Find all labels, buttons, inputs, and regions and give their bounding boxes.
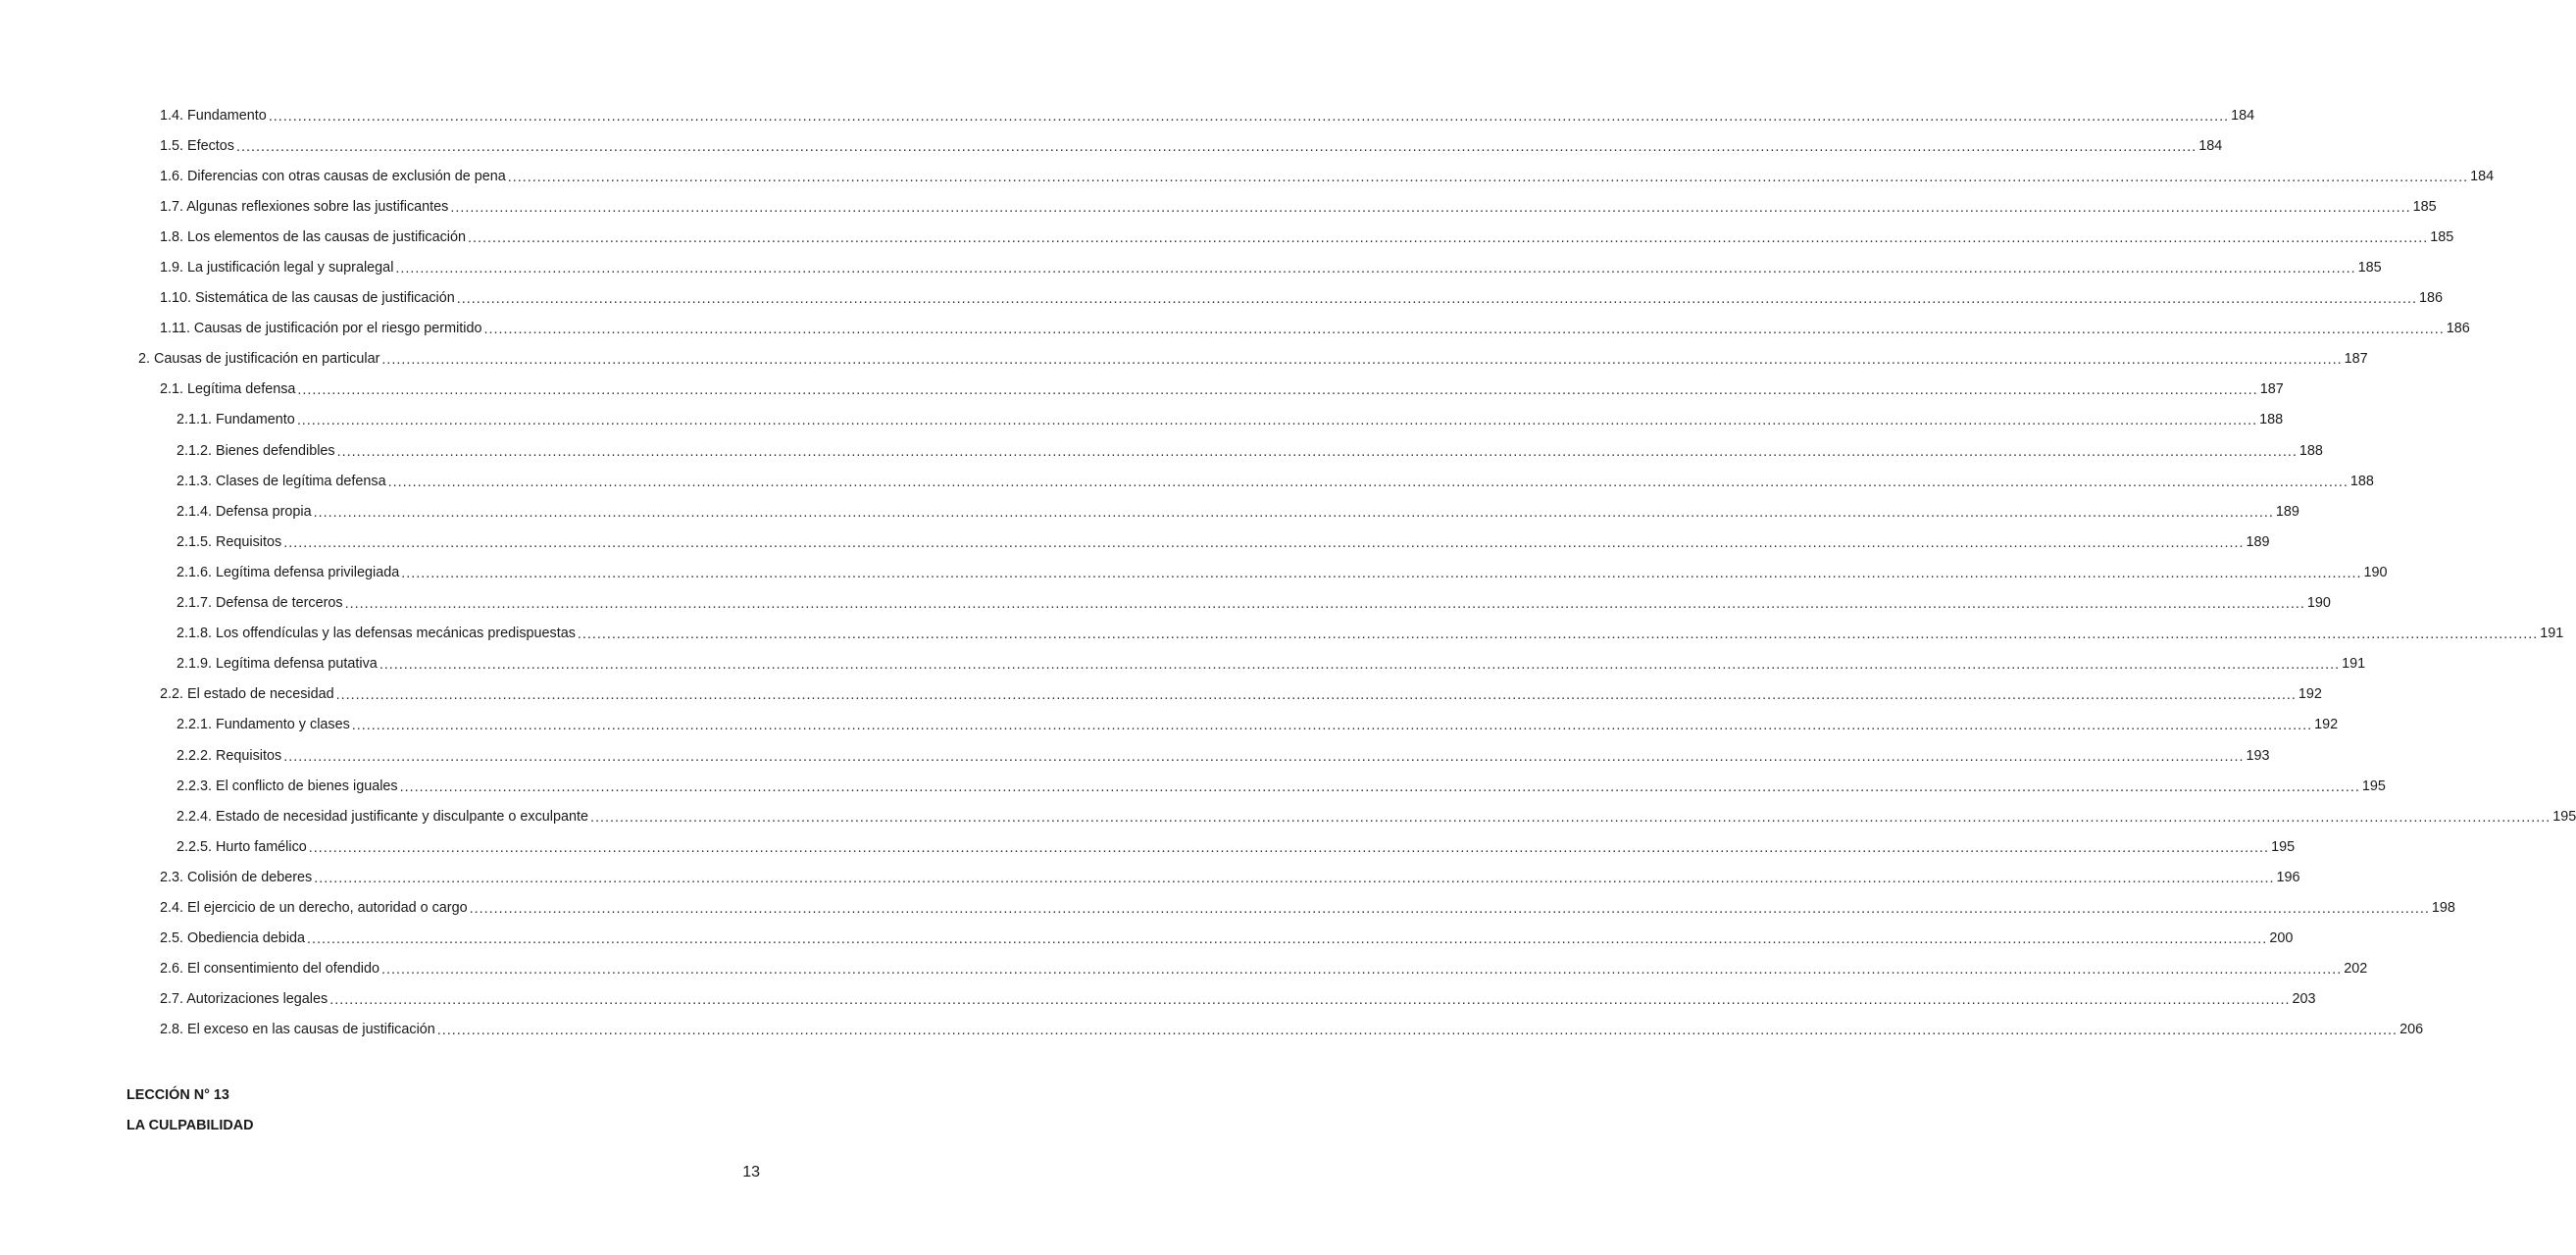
toc-dot-leader: ................................................................................................................................................................................................................................................................................................................................................................................................................ [379,657,2341,674]
toc-entry[interactable] [0,375,2284,405]
toc-dot-leader: ................................................................................................................................................................................................................................................................................................................................................................................................................ [283,748,2245,765]
toc-entry[interactable] [0,771,2386,801]
toc-entry[interactable] [0,405,2284,435]
toc-entry-title: 2.2.3. El conflicto de bienes iguales [177,778,398,794]
toc-entry-title: 2.2.1. Fundamento y clases [177,717,350,733]
toc-entry-title: 2.1.3. Clases de legítima defensa [177,473,386,489]
table-of-contents [0,100,2576,1045]
toc-dot-leader: ................................................................................................................................................................................................................................................................................................................................................................................................................ [577,627,2539,643]
toc-entry-title: 2.6. El consentimiento del ofendido [160,961,380,978]
toc-entry[interactable] [0,557,2388,587]
toc-entry-page: 186 [2419,290,2444,307]
toc-dot-leader: ................................................................................................................................................................................................................................................................................................................................................................................................................ [436,1023,2399,1039]
toc-entry[interactable] [0,435,2323,466]
toc-dot-leader: ................................................................................................................................................................................................................................................................................................................................................................................................................ [336,443,2298,460]
toc-entry-page: 193 [2246,747,2270,764]
toc-entry-page: 185 [2430,228,2454,245]
toc-entry[interactable] [0,1015,2424,1045]
toc-entry[interactable] [0,588,2331,619]
lesson-number-heading: LECCIÓN N° 13 [126,1087,229,1103]
toc-entry[interactable] [0,252,2382,282]
toc-entry-title: 2.1.2. Bienes defendibles [177,442,335,459]
toc-entry-title: 2.1.6. Legítima defensa privilegiada [177,564,400,580]
toc-entry[interactable] [0,283,2444,314]
toc-entry-page: 184 [2231,107,2255,124]
toc-entry-page: 203 [2292,991,2316,1008]
toc-entry-title: 1.5. Efectos [160,137,234,154]
toc-entry-title: 2.4. El ejercicio de un derecho, autoridad o cargo [160,899,468,916]
toc-entry-page: 196 [2276,869,2300,885]
toc-entry-title: 1.7. Algunas reflexiones sobre las justificantes [160,198,449,215]
toc-entry[interactable] [0,344,2368,375]
toc-entry-title: 2.1.9. Legítima defensa putativa [177,656,378,673]
toc-entry-title: 2.2.5. Hurto famélico [177,838,307,855]
toc-entry-title: 1.11. Causas de justificación por el riesgo permitido [160,321,482,337]
toc-entry-page: 185 [2357,260,2382,276]
toc-dot-leader: ................................................................................................................................................................................................................................................................................................................................................................................................................ [507,169,2469,185]
toc-dot-leader: ................................................................................................................................................................................................................................................................................................................................................................................................................ [469,900,2430,917]
toc-entry-page: 190 [2363,564,2388,580]
toc-entry-page: 191 [2342,656,2366,673]
toc-entry-page: 188 [2349,473,2374,489]
toc-entry-page: 200 [2269,930,2294,947]
toc-dot-leader: ................................................................................................................................................................................................................................................................................................................................................................................................................ [236,138,2197,155]
toc-entry[interactable] [0,527,2270,557]
toc-entry-page: 186 [2446,321,2470,337]
toc-entry[interactable] [0,831,2296,862]
toc-entry[interactable] [0,191,2437,222]
toc-entry-page: 190 [2306,595,2331,612]
toc-entry-page: 188 [2259,412,2284,428]
toc-entry[interactable] [0,801,2576,831]
toc-entry-page: 185 [2412,198,2437,215]
toc-entry-title: 1.6. Diferencias con otras causas de exclusión de pena [160,168,506,184]
toc-entry-title: 2.1.4. Defensa propia [177,503,312,520]
toc-entry[interactable] [0,619,2564,649]
toc-dot-leader: ................................................................................................................................................................................................................................................................................................................................................................................................................ [483,322,2445,338]
toc-entry-page: 195 [2271,838,2296,855]
toc-entry[interactable] [0,710,2339,740]
toc-entry-title: 2.1.8. Los offendículas y las defensas mecánicas predispuestas [177,626,576,642]
toc-entry-page: 189 [2275,503,2299,520]
toc-entry-page: 195 [2361,778,2386,794]
toc-entry[interactable] [0,466,2374,496]
toc-dot-leader: ................................................................................................................................................................................................................................................................................................................................................................................................................ [344,596,2305,613]
toc-dot-leader: ................................................................................................................................................................................................................................................................................................................................................................................................................ [450,199,2411,216]
toc-entry-page: 187 [2259,381,2284,398]
toc-entry-title: 2.8. El exceso en las causas de justificación [160,1022,435,1038]
toc-entry-title: 2.3. Colisión de deberes [160,869,313,885]
toc-entry-page: 195 [2552,808,2576,825]
toc-dot-leader: ................................................................................................................................................................................................................................................................................................................................................................................................................ [308,839,2270,856]
toc-dot-leader: ................................................................................................................................................................................................................................................................................................................................................................................................................ [297,382,2258,399]
toc-entry-page: 191 [2540,626,2564,642]
toc-dot-leader: ................................................................................................................................................................................................................................................................................................................................................................................................................ [399,778,2360,795]
toc-entry[interactable] [0,161,2495,191]
toc-dot-leader: ................................................................................................................................................................................................................................................................................................................................................................................................................ [381,352,2343,369]
toc-entry[interactable] [0,130,2223,161]
toc-dot-leader: ................................................................................................................................................................................................................................................................................................................................................................................................................ [387,474,2349,490]
toc-entry-title: 1.10. Sistemática de las causas de justificación [160,290,455,307]
toc-dot-leader: ................................................................................................................................................................................................................................................................................................................................................................................................................ [467,229,2429,246]
toc-entry[interactable] [0,892,2455,923]
toc-dot-leader: ................................................................................................................................................................................................................................................................................................................................................................................................................ [590,809,2551,826]
toc-dot-leader: ................................................................................................................................................................................................................................................................................................................................................................................................................ [395,261,2356,277]
toc-entry-title: 2.1. Legítima defensa [160,381,296,398]
toc-dot-leader: ................................................................................................................................................................................................................................................................................................................................................................................................................ [381,962,2343,979]
toc-entry[interactable] [0,649,2366,679]
toc-entry[interactable] [0,100,2255,130]
toc-entry-page: 192 [2298,686,2322,703]
toc-dot-leader: ................................................................................................................................................................................................................................................................................................................................................................................................................ [335,687,2297,704]
toc-entry-title: 1.4. Fundamento [160,107,267,124]
toc-entry[interactable] [0,740,2270,771]
toc-entry-page: 206 [2399,1022,2424,1038]
toc-entry-page: 184 [2470,168,2495,184]
toc-entry-title: 1.9. La justificación legal y supralegal [160,260,394,276]
toc-entry-page: 189 [2246,533,2270,550]
toc-entry-page: 187 [2344,351,2368,368]
toc-entry[interactable] [0,954,2368,984]
toc-entry-page: 198 [2431,899,2455,916]
toc-entry-page: 188 [2298,442,2323,459]
toc-dot-leader: ................................................................................................................................................................................................................................................................................................................................................................................................................ [314,870,2275,886]
toc-entry-title: 2.1.5. Requisitos [177,533,282,550]
toc-dot-leader: ................................................................................................................................................................................................................................................................................................................................................................................................................ [268,108,2230,125]
toc-entry-title: 2.5. Obediencia debida [160,930,306,947]
toc-entry-title: 2. Causas de justificación en particular [138,351,380,368]
toc-dot-leader: ................................................................................................................................................................................................................................................................................................................................................................................................................ [456,291,2418,308]
toc-dot-leader: ................................................................................................................................................................................................................................................................................................................................................................................................................ [401,565,2362,581]
toc-dot-leader: ................................................................................................................................................................................................................................................................................................................................................................................................................ [351,718,2313,734]
toc-entry-title: 2.1.1. Fundamento [177,412,295,428]
toc-entry[interactable] [0,679,2322,710]
toc-entry-title: 2.2. El estado de necesidad [160,686,334,703]
toc-dot-leader: ................................................................................................................................................................................................................................................................................................................................................................................................................ [283,534,2245,551]
toc-entry[interactable] [0,222,2454,252]
toc-entry[interactable] [0,924,2294,954]
toc-entry-title: 2.2.2. Requisitos [177,747,282,764]
toc-entry[interactable] [0,862,2300,892]
toc-entry-page: 202 [2344,961,2368,978]
toc-entry[interactable] [0,314,2470,344]
toc-entry-title: 2.2.4. Estado de necesidad justificante y disculpante o exculpante [177,808,589,825]
toc-dot-leader: ................................................................................................................................................................................................................................................................................................................................................................................................................ [307,931,2268,948]
toc-dot-leader: ................................................................................................................................................................................................................................................................................................................................................................................................................ [313,504,2274,521]
toc-entry[interactable] [0,984,2316,1015]
toc-entry-title: 2.1.7. Defensa de terceros [177,595,343,612]
page-number: 13 [742,1164,760,1180]
toc-entry-page: 192 [2314,717,2339,733]
toc-dot-leader: ................................................................................................................................................................................................................................................................................................................................................................................................................ [329,992,2291,1009]
toc-entry-page: 184 [2198,137,2223,154]
toc-entry-title: 2.7. Autorizaciones legales [160,991,328,1008]
toc-entry-title: 1.8. Los elementos de las causas de justificación [160,228,466,245]
toc-entry[interactable] [0,496,2299,527]
lesson-title-heading: LA CULPABILIDAD [126,1118,254,1133]
toc-dot-leader: ................................................................................................................................................................................................................................................................................................................................................................................................................ [296,413,2258,429]
